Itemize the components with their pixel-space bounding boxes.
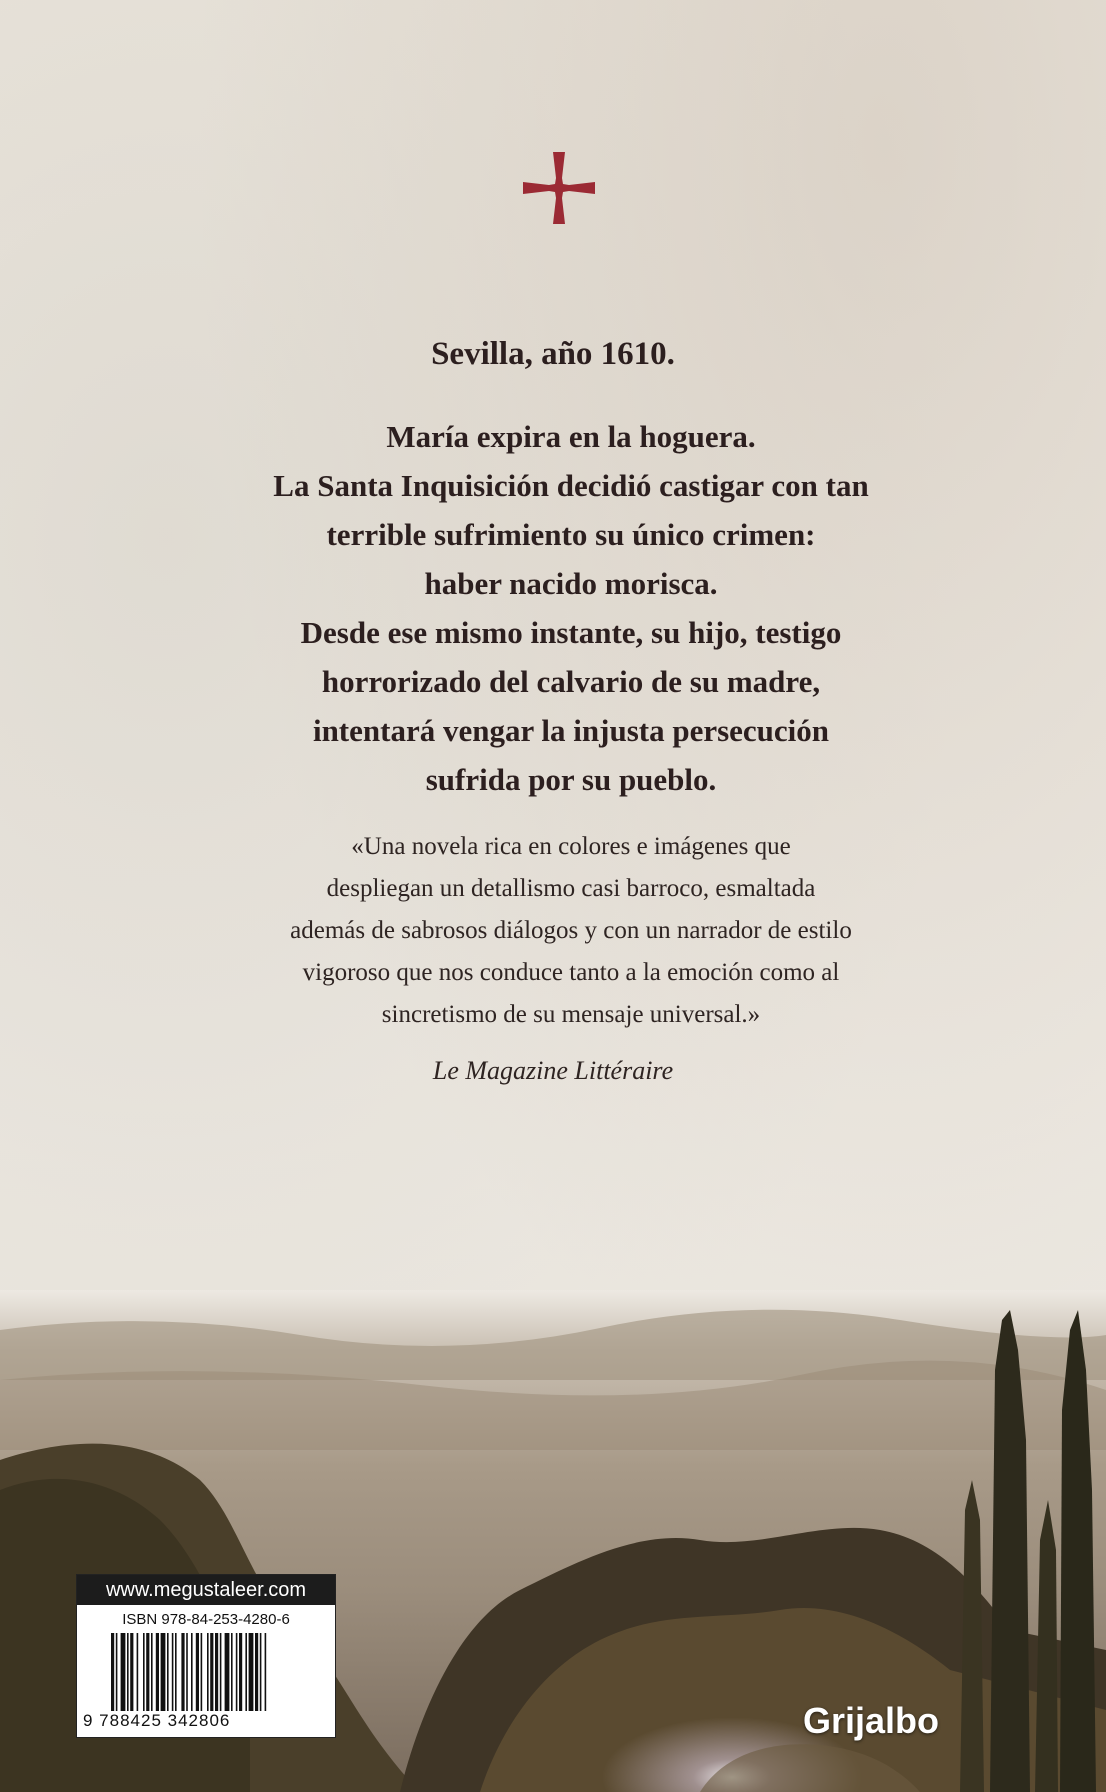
cross-pattee-icon (519, 148, 599, 228)
synopsis-line: La Santa Inquisición decidió castigar con tan (273, 468, 869, 503)
website-url[interactable]: www.megustaleer.com (77, 1575, 335, 1605)
quote-line: «Una novela rica en colores e imágenes que (351, 833, 791, 860)
synopsis-line: terrible sufrimiento su único crimen: (326, 517, 816, 552)
quote-line: despliegan un detallismo casi barroco, esmaltada (326, 875, 816, 902)
quote-line: sincretismo de su mensaje universal.» (381, 1001, 761, 1028)
quote-line: además de sabrosos diálogos y con un narrador de estilo (290, 917, 852, 944)
synopsis (150, 412, 992, 804)
synopsis-line: Desde ese mismo instante, su hijo, testigo (300, 615, 842, 650)
synopsis-line: horrorizado del calvario de su madre, (321, 664, 821, 699)
quote-attribution: Le Magazine Littéraire (432, 1056, 674, 1085)
synopsis-line: María expira en la hoguera. (386, 419, 756, 454)
synopsis-line: intentará vengar la injusta persecución (312, 713, 830, 748)
heading: Sevilla, año 1610. (431, 336, 675, 372)
synopsis-line: sufrida por su pueblo. (425, 762, 717, 797)
synopsis-line: haber nacido morisca. (424, 566, 718, 601)
publisher-logo: Grijalbo (803, 1700, 940, 1741)
barcode-icon (111, 1633, 317, 1711)
quote-line: vigoroso que nos conduce tanto a la emoción como al (302, 959, 840, 986)
barcode-label (77, 1575, 335, 1737)
barcode-number: 9 788425 342806 (83, 1711, 231, 1730)
isbn-text: ISBN 978-84-253-4280-6 (122, 1611, 290, 1628)
review-quote (150, 826, 992, 1036)
